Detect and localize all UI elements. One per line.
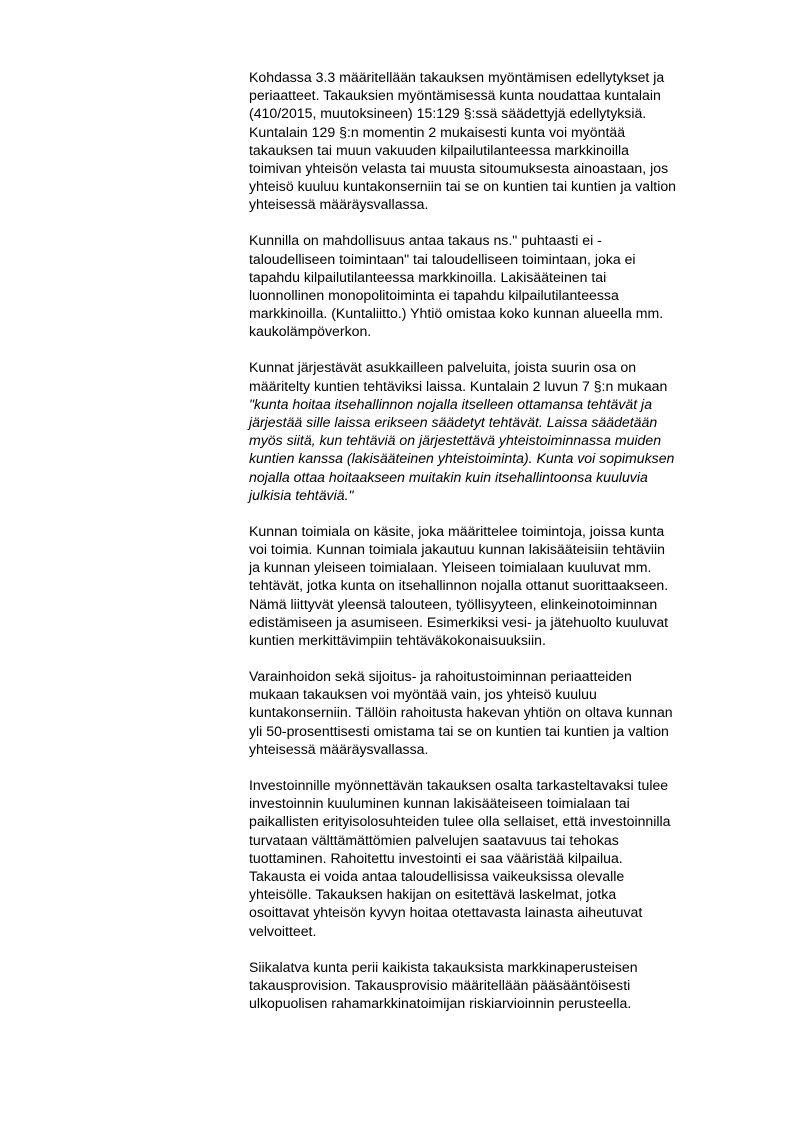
text-line: velvoitteet. xyxy=(249,922,317,939)
text-line: tapahdu kilpailutilanteessa markkinoilla. Lakisääteinen tai xyxy=(249,268,607,285)
text-line: kuntien merkittävimpiin tehtäväkokonaisuuksiin. xyxy=(249,632,546,649)
text-line: investoinnin kuuluminen kunnan lakisääteiseen toimialaan tai xyxy=(249,795,630,812)
text-line: osoittavat yhteisön kyvyn hoitaa otettavasta lainasta aiheutuvat xyxy=(249,904,643,921)
text-line: yhteisölle. Takauksen hakijan on esitettävä laskelmat, jotka xyxy=(249,886,617,903)
text-line: takauksen tai muun vakuuden kilpailutilanteessa markkinoilla xyxy=(249,141,629,158)
text-line: Kunnan toimiala on käsite, joka määrittelee toimintoja, joissa kunta xyxy=(249,522,665,539)
text-line: julkisia tehtäviä." xyxy=(249,486,354,503)
text-line: Siikalatva kunta perii kaikista takauksista markkinaperusteisen xyxy=(249,958,638,975)
text-line: tehtävät, jotka kunta on itsehallinnon nojalla ottanut suorittaakseen. xyxy=(249,577,669,594)
text-line: (410/2015, muutoksineen) 15:129 §:ssä säädettyjä edellytyksiä. xyxy=(249,105,647,122)
text-line: ulkopuolisen rahamarkkinatoimijan riskiarvioinnin perusteella. xyxy=(249,994,632,1011)
text-line: luonnollinen monopolitoiminta ei tapahdu kilpailutilanteessa xyxy=(249,287,619,304)
text-line: markkinoilla. (Kuntaliitto.) Yhtiö omistaa koko kunnan alueella mm. xyxy=(249,305,664,322)
text-line: määritelty kuntien tehtäviksi laissa. Kuntalain 2 luvun 7 §:n mukaan xyxy=(249,377,668,394)
text-line: Kohdassa 3.3 määritellään takauksen myöntämisen edellytykset ja xyxy=(249,69,665,85)
document-page xyxy=(249,68,749,1030)
text-line: nojalla ottaa hoitaakseen muitakin kuin itsehallintoonsa kuuluvia xyxy=(249,468,648,485)
text-line: kuntakonserniin. Tällöin rahoitusta hakevan yhtiön on oltava kunnan xyxy=(249,704,673,721)
text-line: Kunnilla on mahdollisuus antaa takaus ns." puhtaasti ei - xyxy=(249,232,602,249)
paragraph-1 xyxy=(249,68,749,214)
paragraph-6 xyxy=(249,776,749,940)
text-line: myös siitä, kun tehtäviä on järjestettävä yhteistoiminnassa muiden xyxy=(249,432,662,449)
text-line: Varainhoidon sekä sijoitus- ja rahoitustoiminnan periaatteiden xyxy=(249,668,632,685)
text-line: yhteisö kuuluu kuntakonserniin tai se on kuntien tai kuntien ja valtion xyxy=(249,178,676,195)
text-line: järjestää sille laissa erikseen säädetyt tehtävät. Laissa säädetään xyxy=(249,414,658,431)
text-line: voi toimia. Kunnan toimiala jakautuu kunnan lakisääteisiin tehtäviin xyxy=(249,541,666,558)
text-line: Takausta ei voida antaa taloudellisissa vaikeuksissa olevalle xyxy=(249,867,625,884)
text-line: mukaan takauksen voi myöntää vain, jos yhteisö kuuluu xyxy=(249,686,597,703)
text-line: Kunnat järjestävät asukkailleen palveluita, joista suurin osa on xyxy=(249,359,637,376)
text-line: taloudelliseen toimintaan" tai taloudelliseen toimintaan, joka ei xyxy=(249,250,636,267)
paragraph-2 xyxy=(249,231,749,340)
text-line: "kunta hoitaa itsehallinnon nojalla itselleen ottamansa tehtävät ja xyxy=(249,395,653,412)
paragraph-4 xyxy=(249,522,749,649)
text-line: periaatteet. Takauksien myöntämisessä kunta noudattaa kuntalain xyxy=(249,87,661,104)
paragraph-3 xyxy=(249,358,749,504)
paragraph-7 xyxy=(249,958,749,1013)
text-line: toimivan yhteisön velasta tai muusta sitoumuksesta ainoastaan, jos xyxy=(249,160,669,177)
paragraph-5 xyxy=(249,667,749,758)
text-line: edistämiseen ja asumiseen. Esimerkiksi vesi- ja jätehuolto kuuluvat xyxy=(249,613,669,630)
text-line: ja kunnan yleiseen toimialaan. Yleiseen toimialaan kuuluvat mm. xyxy=(249,559,652,576)
text-line: yhteisessä määräysvallassa. xyxy=(249,196,429,213)
text-line: takausprovision. Takausprovisio määritellään pääsääntöisesti xyxy=(249,976,631,993)
text-line: tuottaminen. Rahoitettu investointi ei saa vääristää kilpailua. xyxy=(249,849,623,866)
text-line: Nämä liittyvät yleensä talouteen, työllisyyteen, elinkeinotoiminnan xyxy=(249,595,658,612)
text-line: Kuntalain 129 §:n momentin 2 mukaisesti kunta voi myöntää xyxy=(249,123,626,140)
text-line: kuntien kanssa (lakisääteinen yhteistoiminta). Kunta voi sopimuksen xyxy=(249,450,675,467)
text-line: yhteisessä määräysvallassa. xyxy=(249,740,429,757)
text-line: Investoinnille myönnettävän takauksen osalta tarkasteltavaksi tulee xyxy=(249,776,669,793)
text-line: kaukolämpöverkon. xyxy=(249,323,372,340)
text-line: paikallisten erityisolosuhteiden tulee olla sellaiset, että investoinnilla xyxy=(249,813,671,830)
text-line: yli 50-prosenttisesti omistama tai se on kuntien tai kuntien ja valtion xyxy=(249,722,669,739)
text-line: turvataan välttämättömien palvelujen saatavuus tai tehokas xyxy=(249,831,619,848)
